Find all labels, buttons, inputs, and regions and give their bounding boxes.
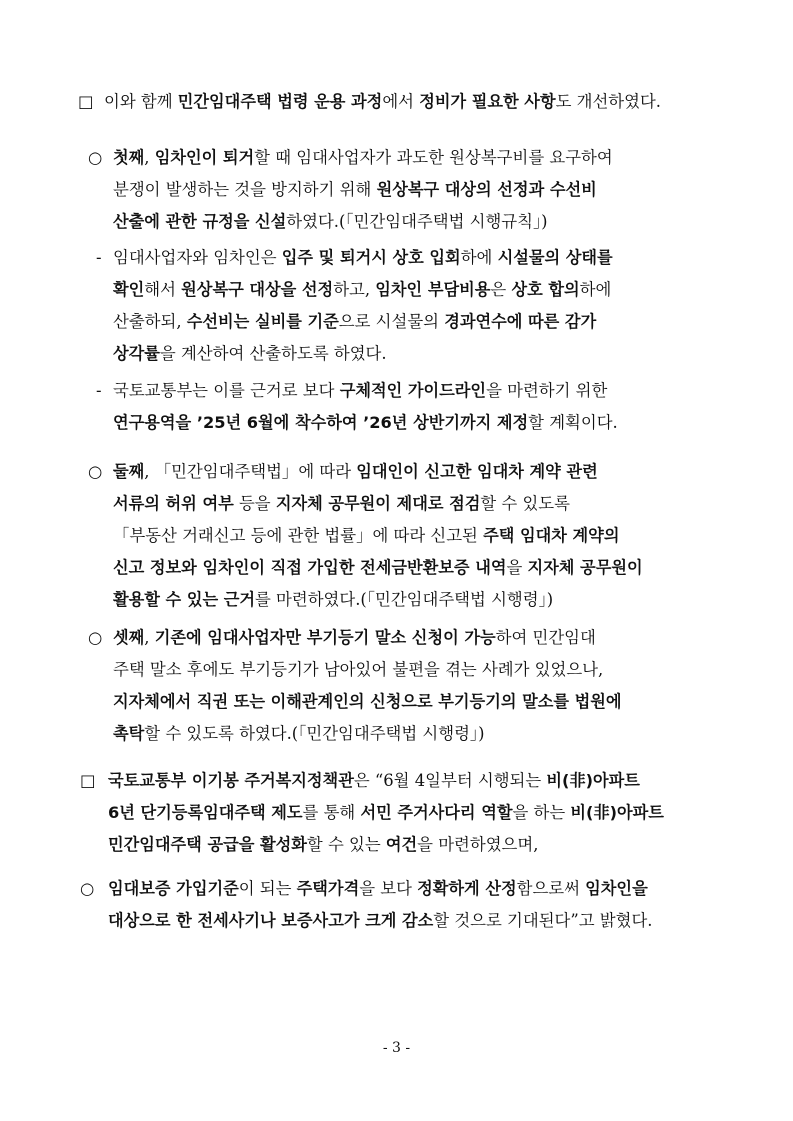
bold-text-run: 비(非)아파트 — [570, 803, 664, 822]
text-line — [113, 206, 718, 238]
page-number: - 3 - — [382, 1040, 411, 1056]
text-line — [113, 242, 718, 274]
circle-bullet: ○ — [88, 628, 103, 647]
paragraph-text — [108, 765, 718, 861]
bold-text-run: 정확하게 산정 — [417, 879, 517, 898]
text-line — [113, 622, 718, 654]
text-line — [113, 306, 718, 338]
bold-text-run: 정비가 필요한 사항 — [419, 92, 556, 111]
bold-text-run: 기존에 임대사업자만 부기등기 말소 신청이 가능 — [154, 628, 496, 647]
text-run: 이 되는 — [238, 879, 297, 898]
bold-text-run: 셋째 — [113, 628, 145, 647]
text-line — [113, 142, 718, 174]
text-run: 을 마련하기 위한 — [486, 381, 608, 400]
text-run: 해서 — [144, 280, 182, 299]
paragraph-text — [108, 873, 718, 937]
bold-text-run: 촉탁 — [113, 724, 145, 743]
text-run: , — [144, 628, 155, 647]
text-run: 할 것으로 기대된다”고 밝혔다. — [433, 911, 653, 930]
paragraph-text — [113, 142, 718, 238]
text-run: 함으로써 — [516, 879, 586, 898]
text-line — [113, 174, 718, 206]
text-run: 하여 민간임대 — [495, 628, 596, 647]
dash-bullet: - — [96, 381, 102, 400]
text-run: 이와 함께 — [104, 92, 178, 111]
bold-text-run: 활용할 수 있는 근거 — [113, 590, 256, 609]
circle-bullet: ○ — [88, 148, 103, 167]
circle-bullet: ○ — [88, 462, 103, 481]
text-run: 을 — [506, 558, 528, 577]
text-line — [113, 375, 718, 407]
text-line — [108, 765, 718, 797]
text-run: 을 마련하였으며, — [417, 835, 539, 854]
text-run: 등을 — [233, 494, 276, 513]
text-run: , 「민간임대주택법」에 따라 — [144, 462, 357, 481]
text-line — [113, 274, 718, 306]
text-run: 할 수 있도록 하였다.(「민간임대주택법 시행령」) — [144, 724, 485, 743]
bold-text-run: 시설물의 상태를 — [497, 248, 613, 267]
text-run: 하에 — [579, 280, 612, 299]
text-line — [113, 718, 718, 750]
bold-text-run: 주택 임대차 계약의 — [483, 526, 620, 545]
text-run: 하고, — [333, 280, 376, 299]
bold-text-run: 산출에 관한 규정을 신설 — [113, 212, 287, 231]
text-line — [104, 86, 718, 118]
bold-text-run: 임차인을 — [585, 879, 648, 898]
text-run: 도 개선하였다. — [555, 92, 662, 111]
text-line — [108, 829, 718, 861]
text-run: 하였다.(「민간임대주택법 시행규칙」) — [286, 212, 548, 231]
dash-bullet: - — [96, 248, 102, 267]
text-run: 을 보다 — [359, 879, 418, 898]
bold-text-run: 임대인이 신고한 임대차 계약 관련 — [356, 462, 598, 481]
text-run: 은 “6월 4일부터 시행되는 — [353, 771, 547, 790]
bold-text-run: 임차인이 퇴거 — [154, 148, 255, 167]
bold-text-run: 입주 및 퇴거시 상호 입회 — [281, 248, 461, 267]
bold-text-run: 주택가격 — [296, 879, 360, 898]
text-line — [113, 686, 718, 718]
circle-bullet: ○ — [80, 879, 95, 898]
text-run: 에서 — [382, 92, 420, 111]
bold-text-run: 대상으로 한 전세사기나 보증사고가 크게 감소 — [108, 911, 434, 930]
text-run: 으로 시설물의 — [338, 312, 445, 331]
text-run: 할 때 임대사업자가 과도한 원상복구비를 요구하여 — [254, 148, 613, 167]
text-line — [108, 873, 718, 905]
bold-text-run: 연구용역을 ’25년 6월에 착수하여 ’26년 상반기까지 제정 — [113, 413, 529, 432]
paragraph-text — [104, 86, 718, 118]
bold-text-run: 경과연수에 따른 감가 — [444, 312, 597, 331]
paragraph-text — [113, 456, 718, 616]
text-line — [113, 407, 718, 439]
text-line — [113, 654, 718, 686]
square-bullet: □ — [78, 92, 94, 111]
bold-text-run: 구체적인 가이드라인 — [339, 381, 487, 400]
text-run: 을 하는 — [512, 803, 571, 822]
bold-text-run: 상호 합의 — [511, 280, 580, 299]
text-line — [108, 905, 718, 937]
text-line — [113, 456, 718, 488]
bold-text-run: 서민 주거사다리 역할 — [360, 803, 513, 822]
text-line — [113, 520, 718, 552]
text-run: 산출하되, — [113, 312, 187, 331]
text-run: 를 마련하였다.(「민간임대주택법 시행령」) — [255, 590, 554, 609]
bold-text-run: 임차인 부담비용 — [375, 280, 491, 299]
bold-text-run: 신고 정보와 임차인이 직접 가입한 전세금반환보증 내역 — [113, 558, 507, 577]
bold-text-run: 비(非)아파트 — [546, 771, 640, 790]
bold-text-run: 지자체 공무원이 — [527, 558, 643, 577]
bold-text-run: 확인 — [113, 280, 145, 299]
bold-text-run: 여건 — [385, 835, 418, 854]
text-line — [113, 488, 718, 520]
text-line — [113, 552, 718, 584]
bold-text-run: 임대보증 가입기준 — [108, 879, 239, 898]
bold-text-run: 지자체 공무원이 제대로 점검 — [275, 494, 481, 513]
bold-text-run: 6년 단기등록임대주택 제도 — [108, 803, 303, 822]
text-run: 를 통해 — [302, 803, 361, 822]
text-run: , — [144, 148, 155, 167]
bold-text-run: 첫째 — [113, 148, 145, 167]
bold-text-run: 서류의 허위 여부 — [113, 494, 234, 513]
bold-text-run: 민간임대주택 법령 운용 과정 — [177, 92, 383, 111]
text-run: 임대사업자와 임차인은 — [113, 248, 282, 267]
paragraph-text — [113, 242, 718, 370]
bold-text-run: 수선비는 실비를 기준 — [186, 312, 339, 331]
text-run: 은 — [490, 280, 512, 299]
bold-text-run: 상각률 — [113, 344, 160, 363]
text-line — [113, 338, 718, 370]
text-run: 국토교통부는 이를 근거로 보다 — [113, 381, 340, 400]
text-run: 할 계획이다. — [528, 413, 618, 432]
text-run: 주택 말소 후에도 부기등기가 남아있어 불편을 겪는 사례가 있었으나, — [113, 660, 604, 679]
square-bullet: □ — [80, 771, 96, 790]
bold-text-run: 민간임대주택 공급을 활성화 — [108, 835, 307, 854]
text-run: 할 수 있는 — [306, 835, 386, 854]
text-run: 「부동산 거래신고 등에 관한 법률」에 따라 신고된 — [113, 526, 484, 545]
text-run: 분쟁이 발생하는 것을 방지하기 위해 — [113, 180, 377, 199]
paragraph-text — [113, 622, 718, 750]
bold-text-run: 둘째 — [113, 462, 145, 481]
text-run: 을 계산하여 산출하도록 하였다. — [159, 344, 387, 363]
text-line — [108, 797, 718, 829]
text-run: 하에 — [460, 248, 498, 267]
bold-text-run: 국토교통부 이기봉 주거복지정책관 — [108, 771, 354, 790]
paragraph-text — [113, 375, 718, 439]
bold-text-run: 원상복구 대상을 선정 — [181, 280, 334, 299]
text-run: 할 수 있도록 — [480, 494, 570, 513]
text-line — [113, 584, 718, 616]
bold-text-run: 지자체에서 직권 또는 이해관계인의 신청으로 부기등기의 말소를 법원에 — [113, 692, 622, 711]
bold-text-run: 원상복구 대상의 선정과 수선비 — [376, 180, 597, 199]
